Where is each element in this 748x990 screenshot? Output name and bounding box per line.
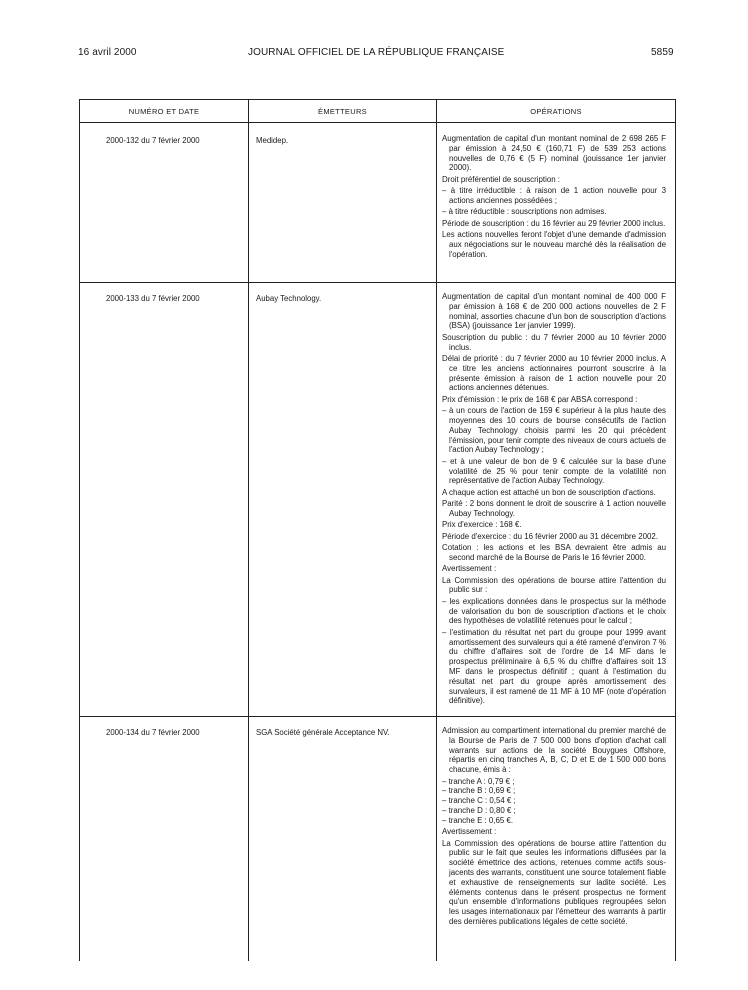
row-numero: 2000-132 du 7 février 2000 — [106, 136, 200, 145]
row-divider — [79, 282, 676, 283]
row-emetteur: Medidep. — [256, 136, 289, 145]
operation-dash-item: – tranche A : 0,79 € ; — [442, 776, 515, 786]
operation-dash-item: – à titre irréductible : à raison de 1 action nouvelle pour 3 actions anciennes possédées ; — [442, 186, 666, 205]
operation-paragraph: Période de souscription : du 16 février au 29 février 2000 inclus. — [442, 218, 666, 228]
header-bottom-border — [79, 122, 676, 123]
column-divider — [248, 99, 249, 961]
operation-dash-item: – à un cours de l'action de 159 € supérieur à la plus haute des moyennes des 10 cours de bourse consécutifs de l'action Aubay Technology choisis parmi les 20 qui précèdent l'émission, pour tenir compte des niveaux de cours actuels de l'action Aubay Technology ; — [442, 406, 666, 455]
operation-paragraph: A chaque action est attaché un bon de souscription d'actions. — [442, 487, 656, 497]
row-emetteur: SGA Société générale Acceptance NV. — [256, 728, 390, 737]
column-header-operations: OPÉRATIONS — [530, 107, 582, 116]
operation-dash-item: – les explications données dans le prospectus sur la méthode de valorisation du bon de souscription d'actions et le choix des hypothèses de volatilité retenues pour le calcul ; — [442, 596, 666, 626]
operation-dash-item: – l'estimation du résultat net part du groupe pour 1999 avant amortissement des survaleurs qui a été ramené d'environ 7 % du chiffre d'affaires soit de l'ordre de 14 MF dans le prospectus préliminaire à 6,5 % du chiffre d'affaires soit 13 MF dans le prospectus définitif ; quant à l'estimation du résultat net part du groupe après amortissement des survaleurs, il est ramené de 11 MF à 10 MF (note d'opération définitive). — [442, 627, 666, 706]
page-number: 5859 — [651, 47, 674, 58]
operation-paragraph: Prix d'émission : le prix de 168 € par ABSA correspond : — [442, 394, 638, 404]
row-operations — [442, 292, 666, 708]
row-numero: 2000-133 du 7 février 2000 — [106, 294, 200, 303]
operation-paragraph: Prix d'exercice : 168 €. — [442, 520, 522, 530]
operation-dash-item: – tranche D : 0,80 € ; — [442, 805, 516, 815]
operation-dash-item: – et à une valeur de bon de 9 € calculée sur la base d'une volatilité de 25 % pour tenir compte de la volatilité non représentative de l'action Aubay Technology. — [442, 456, 666, 486]
operation-paragraph: Augmentation de capital d'un montant nominal de 2 698 265 F par émission à 24,50 € (160,71 F) de 539 253 actions nouvelles de 0,76 € (5 F) nominal (jouissance 1er janvier 2000). — [442, 134, 666, 173]
operation-dash-item: – tranche E : 0,65 €. — [442, 815, 514, 825]
column-header-numero: NUMÉRO ET DATE — [128, 107, 200, 116]
operation-paragraph: La Commission des opérations de bourse attire l'attention du public sur : — [442, 575, 666, 595]
row-operations — [442, 134, 666, 261]
operation-paragraph: Souscription du public : du 7 février 2000 au 10 février 2000 inclus. — [442, 332, 666, 352]
table-right-border — [675, 99, 676, 961]
table-left-border — [79, 99, 80, 961]
operation-paragraph: Droit préférentiel de souscription : — [442, 174, 560, 184]
operation-paragraph: Admission au compartiment international du premier marché de la Bourse de Paris de 7 500 000 bons d'option d'achat call warrants sur actions de la société Bouygues Offshore, répartis en cinq tranches A, B, C, D et E de 1 500 000 bons chacune, émis à : — [442, 726, 666, 775]
operation-paragraph: Augmentation de capital d'un montant nominal de 400 000 F par émission à 168 € de 200 000 actions nouvelles de 2 F nominal, assorties chacune d'un bon de souscription d'actions (BSA) (jouissance 1er janvier 1999). — [442, 292, 666, 331]
table-top-border — [79, 99, 676, 100]
operation-paragraph: Période d'exercice : du 16 février 2000 au 31 décembre 2002. — [442, 531, 659, 541]
operation-dash-item: – tranche B : 0,69 € ; — [442, 786, 516, 796]
column-header-emetteurs: ÉMETTEURS — [318, 107, 367, 116]
row-numero: 2000-134 du 7 février 2000 — [106, 728, 200, 737]
operation-paragraph: Les actions nouvelles feront l'objet d'une demande d'admission aux négociations sur le nouveau marché dès la réalisation de l'opération. — [442, 230, 666, 259]
operation-paragraph: Délai de priorité : du 7 février 2000 au 10 février 2000 inclus. A ce titre les anciens actionnaires pourront souscrire à la présente émission à raison de 1 action nouvelle pour 20 actions anciennes détenues. — [442, 353, 666, 393]
operation-paragraph: Parité : 2 bons donnent le droit de souscrire à 1 action nouvelle Aubay Technology. — [442, 499, 666, 518]
operation-paragraph: Avertissement : — [442, 564, 497, 574]
column-divider — [436, 99, 437, 961]
journal-title: JOURNAL OFFICIEL DE LA RÉPUBLIQUE FRANÇAISE — [248, 47, 505, 58]
operation-dash-item: – tranche C : 0,54 € ; — [442, 796, 516, 806]
row-divider — [79, 716, 676, 717]
row-operations — [442, 726, 666, 928]
operation-dash-item: – à titre réductible : souscriptions non admises. — [442, 207, 607, 217]
operation-paragraph: La Commission des opérations de bourse attire l'attention du public sur le fait que seules les informations diffusées par la société émettrice des actions, retenues comme actifs sous-jacents des warrants, constituent une source totalement fiable et exhaustive de renseignements sur ladite société. Les éléments contenus dans le présent prospectus ne forment qu'un ensemble d'informations publiques regroupées selon les usages internationaux par l'émetteur des warrants à partir des dernières publications légales de cette société. — [442, 838, 666, 926]
operation-paragraph: Cotation : les actions et les BSA devraient être admis au second marché de la Bourse de Paris le 16 février 2000. — [442, 543, 666, 562]
operation-paragraph: Avertissement : — [442, 827, 497, 837]
header-date: 16 avril 2000 — [78, 47, 137, 58]
row-emetteur: Aubay Technology. — [256, 294, 322, 303]
